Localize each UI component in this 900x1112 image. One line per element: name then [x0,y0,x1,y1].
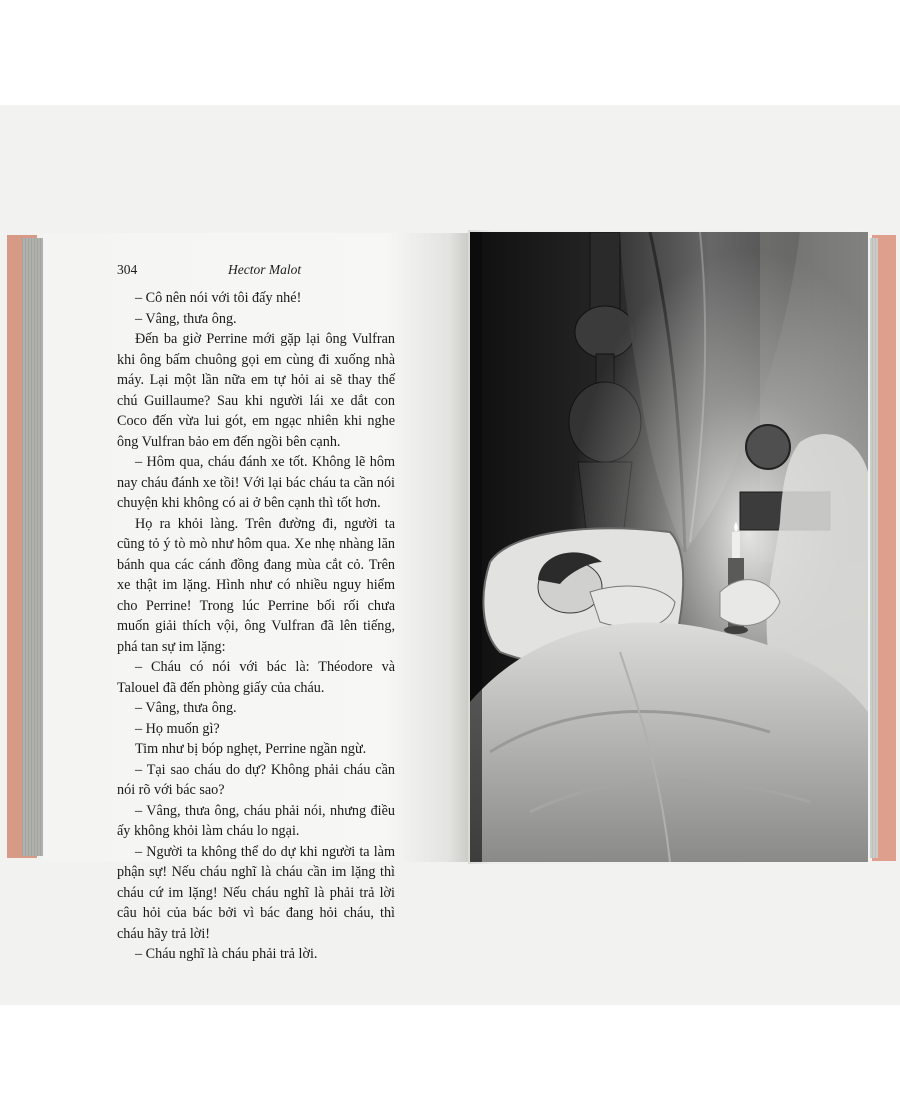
paragraph: – Vâng, thưa ông. [135,310,237,327]
paragraph: – Vâng, thưa ông, cháu phải nói, nhưng điều ấy không khỏi làm cháu lo ngại. [117,802,395,839]
paragraph: – Cháu nghĩ là cháu phải trả lời. [135,946,318,962]
running-head [117,262,387,282]
author-name: Hector Malot [228,262,302,277]
globe [746,425,790,469]
paragraph: Tim như bị bóp nghẹt, Perrine ngần ngừ. [135,741,367,757]
page-stack-left [22,238,44,856]
paragraph: – Tại sao cháu do dự? Không phải cháu cần nói rõ với bác sao? [117,761,395,798]
paragraph: – Cháu có nói với bác là: Théodore và Talouel đã đến phòng giấy của cháu. [117,659,395,696]
paragraph: – Vâng, thưa ông. [135,700,237,716]
paragraph: – Cô nên nói với tôi đấy nhé! [135,290,302,306]
paragraph: Đến ba giờ Perrine mới gặp lại ông Vulfran khi ông bấm chuông gọi em cùng đi xuống nhà máy. Lại một lần nữa em tự hỏi ai sẽ thay thế chú Guillaume? Sau khi người lái xe dắt con Coco đến vừa lui gót, em ngạc nhiên khi nghe ông Vulfran bảo em đến ngồi bên cạnh. [117,331,395,450]
bedroom-illustration [470,232,868,862]
paragraph: – Họ muốn gì? [135,720,220,737]
paragraph: Họ ra khỏi làng. Trên đường đi, người ta cũng tỏ ý tò mò như hôm qua. Xe nhẹ nhàng lăn bánh qua các cánh đồng đang mùa cắt cỏ. Trên xe thật im lặng. Hình như có nhiều nguy hiểm cho Perrine! Trong lúc Perrine bối rối chưa muốn giải thích vội, ông Vulfran đã lên tiếng, phá tan sự im lặng: [117,515,395,655]
body-text [117,288,395,965]
paragraph: – Hôm qua, cháu đánh xe tốt. Không lẽ hôm nay cháu đánh xe tồi! Với lại bác cháu ta cần nói chuyện khi không có ai ở bên cạnh thì tốt hơn. [117,454,395,511]
paragraph: – Người ta không thể do dự khi người ta làm phận sự! Nếu cháu nghĩ là cháu cần im lặng thì cháu cứ im lặng! Nếu cháu nghĩ là phải trả lời câu hỏi của bác bởi vì bác đang hỏi cháu, thì cháu hãy trả lời! [117,843,395,942]
child-arm [590,586,675,628]
page-number: 304 [117,262,138,277]
